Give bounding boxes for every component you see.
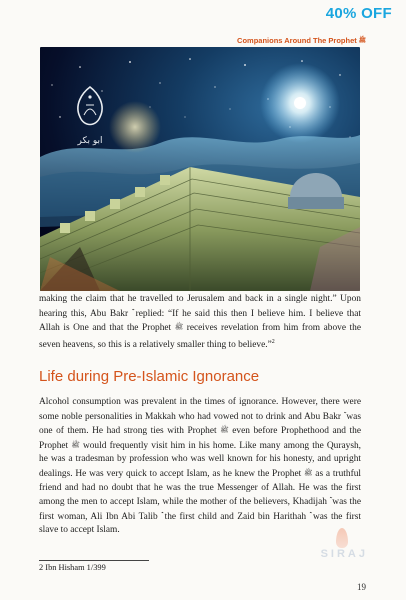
calligraphy-text: ابو بكر (77, 136, 103, 146)
salutation-symbol: ﷺ (71, 440, 80, 449)
flame-icon (336, 528, 348, 548)
footnote: 2 Ibn Hisham 1/399 (39, 563, 106, 572)
text-run: Alcohol consumption was prevalent in the times of ignorance. However, there were some noble personalities in Makkah who had vowed not to drink and Abu Bakr (39, 397, 361, 422)
discount-badge: 40% OFF (325, 5, 392, 22)
section-heading: Life during Pre-Islamic Ignorance (39, 368, 260, 385)
text-run: even before Prophethood and the Prophet (39, 426, 361, 451)
text-run: was the first woman, Ali Ibn Abi Talib (39, 497, 361, 522)
salutation-symbol: ﷺ (174, 323, 184, 332)
page-number: 19 (357, 582, 366, 592)
footnote-divider (39, 560, 149, 561)
salutation-symbol: ﷺ (304, 468, 313, 477)
text-run: making the claim that he travelled to Jerusalem and back in a single night.” Upon hearing this, Abu Bakr (39, 294, 361, 319)
text-run: would frequently visit him in his home. Like many among the Quraysh, he was a tradesman by profession who was well known for his honesty, and upright dealings. He was very quick to accept Islam, as he knew the Prophet (39, 440, 362, 479)
paragraph-pre-islamic (39, 396, 361, 538)
running-header (237, 36, 366, 45)
text-run: was the first slave to accept Islam. (39, 511, 361, 536)
text-run: the first child and Zaid bin Harithah (161, 511, 310, 522)
text-run: as a truthful friend and had no doubt that he was the true Messenger of Allah. He was the first among the men to accept Islam, while the mother of the believers, Khadijah (39, 468, 361, 508)
paragraph-miraj (39, 293, 361, 353)
text-run: was one of them. He had strong ties with Prophet (39, 411, 361, 437)
night-sky-illustration (40, 47, 360, 291)
salutation-symbol: ﷺ (358, 38, 366, 44)
text-run: replied: “If he said this then I believe him. I believe that Allah is One and that the Prophet (39, 308, 361, 334)
text-run: receives revelation from him from above the seven heavens, so this is a relatively smaller thing to believe.” (39, 323, 361, 350)
footnote-ref: 2 (271, 338, 275, 345)
running-header-title: Companions Around The Prophet (237, 36, 357, 45)
salutation-symbol: ﷺ (220, 426, 229, 435)
publisher-watermark: SIRAJ (320, 548, 368, 560)
